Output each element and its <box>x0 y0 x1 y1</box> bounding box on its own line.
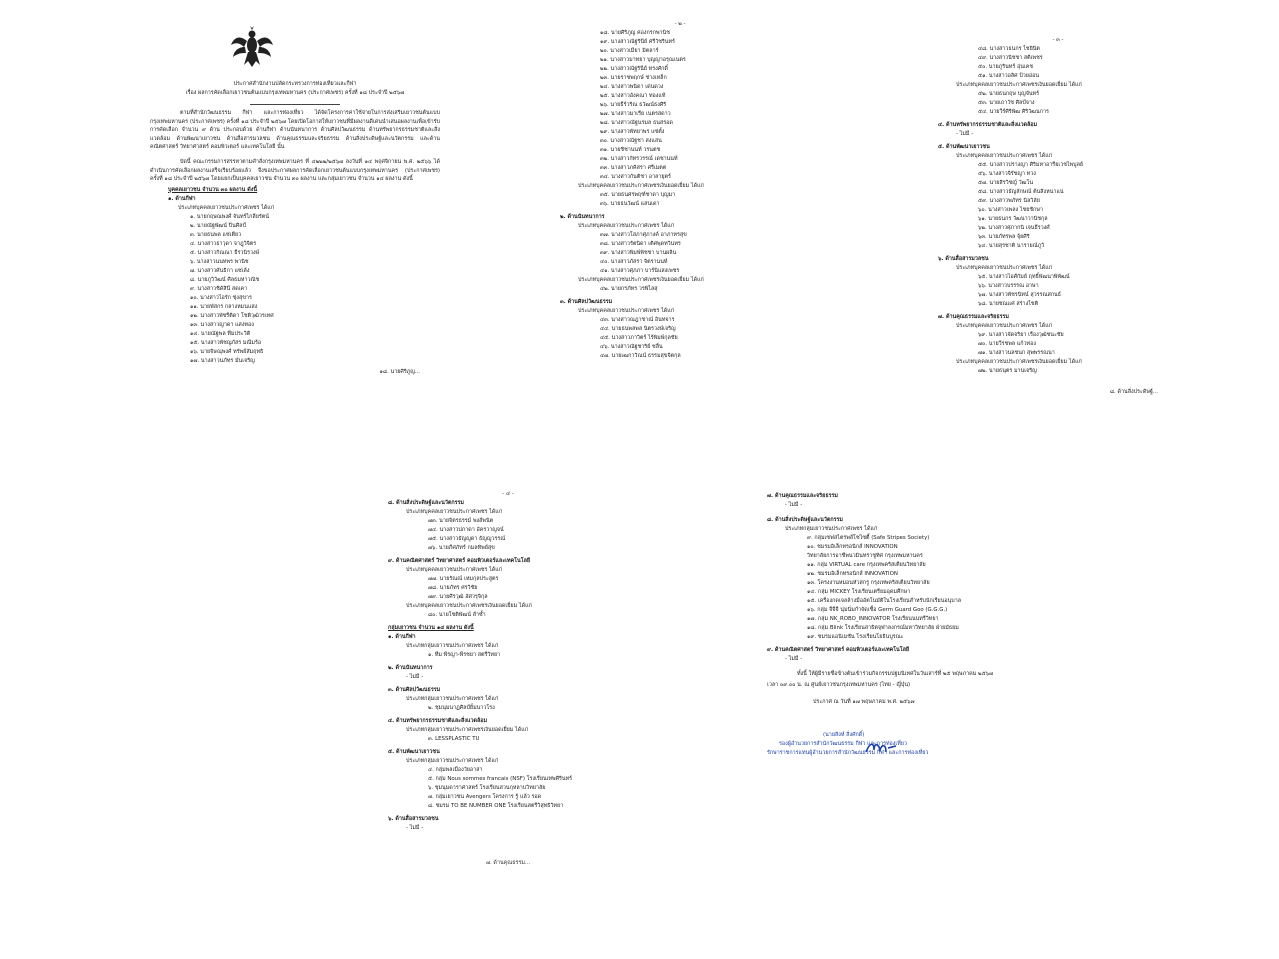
list-item: ๕๐. นายภูรินทร์ อุ่นเคช <box>978 64 1033 70</box>
item-list <box>388 651 628 660</box>
list-item: ๑๘. กลุ่ม Blink โรงเรียนสาธิตจุฬาลงกรณ์มหาวิทยาลัย ฝ่ายมัธยม <box>807 625 959 631</box>
list-item: ๖๔. นายสุรชาติ นารายณ์ภูวิ <box>978 243 1045 249</box>
list-item: ๓๘. นางสาวรัตนิดา เติศพุดทวินทร <box>600 241 681 247</box>
page-5 <box>767 492 1007 758</box>
list-item: ๔๔. นายธนพลพล นิตรวงษ์เจริญ <box>600 326 676 332</box>
list-item: ๑. ทีม พีรญา-พีรชยา สตรีวิทยา <box>428 652 501 658</box>
list-item: ๗๔. นางสาวปภาดา อัครวาญจน์ <box>428 527 504 533</box>
section-subheading: ประเภทบุคคลเยาวชนประกาศเพชรเงินยอดเยี่ยม ได้แก่ <box>956 359 1082 365</box>
list-item: ๑๐. นางสาวไอรัก ซุ่งสุขาร <box>190 294 252 301</box>
section-heading: ๙. ด้านคณิตศาสตร์ วิทยาศาสตร์ คอมพิวเตอร์และเทคโนโลยี <box>388 558 531 564</box>
list-item: ๔๕. นางสาวภาวิตร์ ไร้พิมพ์กุลชัย <box>600 335 678 341</box>
name-list <box>560 316 800 361</box>
list-item: ๓๖. นายธนวัฒน์ แสนเดา <box>600 201 660 207</box>
list-item: ๗๑. นางสาวนลชนก สุพพรรณนา <box>978 350 1055 356</box>
name-list <box>938 367 1178 376</box>
section-heading: ๖. ด้านสื่อสารมวลชน <box>388 816 439 822</box>
section-heading: ๑. ด้านกีฬา <box>168 195 196 202</box>
list-item: ๑๕. นางสาวพัชญภัสร มณีมร้อ <box>190 339 262 346</box>
list-item: ๕๒. นายธนกฤษ บุญจันทร์ <box>978 91 1040 97</box>
list-item: ๕๕. นางสาวปรางญา ศิริมหาอารียเวชไพบูลย์ <box>978 162 1084 168</box>
list-item: ๗๕. นางสาวธัญญูดา ธัญญูวรรณ์ <box>428 536 506 542</box>
list-item: ๗๓. นายจิตรธรรม์ พงส์พนิต <box>428 518 494 524</box>
header-divider <box>250 104 340 105</box>
section-subheading: ประเภทบุคคลเยาวชนประกาศเพชร ได้แก่ <box>956 153 1053 159</box>
list-item: ๑๖. กลุ่ม จีจีจี นุ่มนิ่มกำจัดเชื้อ Germ Guard Goo (G.G.G.) <box>807 607 948 613</box>
list-item: ๖๒. นางสาวศุภากนิ เจนธีรวงศ์ <box>978 225 1050 231</box>
list-item: ๓๕. นายธนศรพฤฑ์ชาดา บุญมา <box>600 192 676 198</box>
list-item: ๒๔. นางสาวพนิดา เด่นดวง <box>600 84 664 90</box>
section-heading: ๓. ด้านศิลปวัฒนธรรม <box>560 299 613 305</box>
list-item: ๗๖. นายภีศภัทร์ กมลทิพย์สุข <box>428 545 495 551</box>
list-item: ๒๖. นายธีร์วริณ ธวัฒน์ธงศิริ <box>600 102 667 108</box>
section-subheading: ประเภทบุคคลเยาวชนประกาศเพชร ได้แก่ <box>578 223 675 229</box>
continue-note: ๑๘. นายศิริภูญ... <box>379 368 420 375</box>
name-list <box>938 273 1178 309</box>
list-item: ๒๒. นางสาวณัฐรินีย์ ทรงศักดิ์ <box>600 66 668 72</box>
list-item: ๓. นายธนพล แซ่เตียว <box>190 231 242 238</box>
name-list <box>938 331 1178 358</box>
list-item: ๔๗. นายเฒกาวิณน์ ธรรมสุขจิตกุล <box>600 353 681 359</box>
name-list <box>938 90 1178 117</box>
list-item: ๔๑. นางสาวศุภภา บาร์นิแสงเพชร <box>600 268 680 274</box>
name-list <box>560 191 800 209</box>
continue-note: ๘. ด้านสิ่งประดิษฐ์... <box>1109 389 1158 395</box>
item-list <box>388 735 628 744</box>
list-item: ๑๔. นายณัฐพล ทีมประวิติ <box>190 330 251 337</box>
list-item: ๑๕. เครื่องกดเจลล้างมืออัตโนมัติในโรงเรียนสำหรับนักเรียนอนุบาล <box>807 598 962 604</box>
group-heading: กลุ่มเยาวชน จำนวน ๑๔ ผลงาน ดังนี้ <box>388 625 474 631</box>
section-subheading: ประเภทบุคคลเยาวชนประกาศเพชร ได้แก่ <box>956 265 1053 271</box>
list-item: ๑๗. นางสาวนภัทร มั่นเจริญ <box>190 357 255 364</box>
closing-line: เวลา ๐๙.๐๐ น. ณ ศูนย์เยาวชนกรุงเทพมหานคร (ไทย - ญี่ปุ่น) <box>767 681 911 688</box>
list-item: ๖๗. นางสาวพัชรนิทน์ สุวรรณสกนธ์ <box>978 292 1061 298</box>
list-item: ๒. ชุมนุมนาฏศิลป์ยิ้มนาวโรง <box>428 705 495 711</box>
signer-title: รองผู้อำนวยการสำนักวัฒนธรรม กีฬา และการท่องเที่ยว <box>779 740 907 747</box>
name-list <box>938 45 1178 81</box>
list-item: ๑. นายกฤษณพงศ์ จันทร์ไกลียรัตน์ <box>190 213 269 220</box>
list-item: ๑๒. ชมรมอิเล็กทรอนิกส์ INNOVATION <box>807 571 898 577</box>
none-note: - ไม่มี - <box>956 131 974 137</box>
list-item: ๒๓. นายราชพฤกษ์ ช่างเหล็ก <box>600 75 667 81</box>
list-item: ๕. กลุ่ม Nous sommes francais (NSF) โรงเรียนเทพศิรินทร์ <box>428 776 573 782</box>
announcement-subject: เรื่อง ผลการคัดเลือกเยาวชนต้นแบบกรุงเทพมหานคร (ประกาศเพชร) ครั้งที่ ๑๘ ประจำปี ๒๕๖๗ <box>185 90 405 96</box>
list-item: ๘. ชมรม TO BE NUMBER ONE โรงเรียนสตรีวิสุทธิวิทยา <box>428 803 564 809</box>
list-item: ๖๘. นายชณเเศ สร่างไชติ <box>978 301 1039 307</box>
none-note: - ไม่มี - <box>406 674 424 680</box>
page-3 <box>938 36 1178 397</box>
section-subheading: ประเภทกลุ่มเยาวชนประกาศเพชร ได้แก่ <box>406 696 499 702</box>
list-item: ๓๙. นางสาวพิมพ์พิชชา บานผลิน <box>600 250 677 256</box>
list-item: วิทยาลัยการอาชีพนวมินทราชูทิศ กรุงเทพมหานคร <box>807 553 923 559</box>
page-number: - ๒ - <box>674 21 686 27</box>
list-item: ๓๔. นางสาวกันติชา อาลายุตร์ <box>600 174 671 180</box>
list-item: ๒๐. นางสาวเมียา มิตลาร์ <box>600 48 659 54</box>
section-subheading: ประเภทกลุ่มเยาวชนประกาศเพชร ได้แก่ <box>785 526 878 532</box>
list-item: ๑๔. กลุ่ม MICKEY โรงเรียนเตรียมอุดมศึกษา <box>807 589 911 595</box>
section-subheading: ประเภทบุคคลเยาวชนประกาศเพชร ได้แก่ <box>178 204 275 211</box>
list-item: ๕๖. นางสาวจิรัชญา ทวง <box>978 171 1036 177</box>
none-note: - ไม่มี - <box>785 656 803 662</box>
list-item: ๔๒. นายกรภัทร วรพิไลสุ <box>600 286 658 292</box>
list-item: ๓. LESSPLASTIC TU <box>428 736 480 742</box>
list-item: ๑๓. นางสาวญาดา แสงทอง <box>190 321 254 328</box>
section-subheading: ประเภทบุคคลเยาวชนประกาศเพชร ได้แก่ <box>406 567 503 573</box>
list-item: ๕. นางสาวกิณณา ธีรวนิรวงษ์ <box>190 249 260 256</box>
list-item: ๑๘. นายศิริภูญ ค่องกรกพานิช <box>600 30 670 36</box>
group-heading: บุคคลเยาวชน จำนวน ๓๐ ผลงาน ดังนี้ <box>168 186 258 193</box>
section-heading: ๓. ด้านศิลปวัฒนธรรม <box>388 687 441 693</box>
section-heading: ๖. ด้านสื่อสารมวลชน <box>938 256 989 262</box>
result-paragraph: บัดนี้ คณะกรรมการสรรหาตามคำสั่งกรุงเทพมหานคร ที่ ๔๒๒๒/๒๕๖๗ ลงวันที่ ๑๔ พฤศจิกายน พ.ศ. ๒๕๖๖ ได้ดำเนินการคัดเลือกผลงานเสร็จเรียบร้อยแล้ว จึงขอประกาศผลการคัดเลือกเยาวชนต้นแบบกรุงเทพมหานคร (ประกาศเพชร) ครั้งที่ ๑๘ ประจำปี ๒๕๖๗ โดยแยกเป็นบุคคลเยาวชน จำนวน ๓๐ ผลงาน และกลุ่มเยาวชน จำนวน ๑๔ ผลงาน ดังนี้ <box>150 158 440 183</box>
section-subheading: ประเภทกลุ่มเยาวชนประกาศเพชรเงินยอดเยี่ยม ได้แก่ <box>406 727 528 733</box>
list-item: ๗๘. นายภัทร ศรวิชัย <box>428 585 478 591</box>
name-list <box>388 517 628 553</box>
list-item: ๑๙. นางสาวณัฐรินีย์ ศรีวัชรินทร์ <box>600 39 675 45</box>
section-heading: ๗. ด้านคุณธรรมและจริยธรรม <box>767 493 838 499</box>
list-item: ๒๘. นางสาวณัฐนรมล ธนสรอด <box>600 120 673 126</box>
list-item: ๗๗. นายรัณณ์ เหมกุลประสูตร <box>428 576 499 582</box>
list-item: ๖๕. นางสาวไอศ์กัมย์ ฤทธิ์พัฒนาพิพัฒน์ <box>978 274 1070 280</box>
list-item: ๖๖. นางสาวบรรรณ อาษา <box>978 283 1039 289</box>
list-item: ๗๐. นายวีรชพล แก้วทอง <box>978 341 1036 347</box>
section-heading: ๔. ด้านทรัพยากรธรรมชาติและสิ่งแวดล้อม <box>938 122 1038 128</box>
item-list <box>388 766 628 811</box>
list-item: ๙. กลุ่มเซฟสไตรพส์โซไซตี้ (Safe Stripes Society) <box>807 535 930 541</box>
intro-paragraph: ตามที่สำนักวัฒนธรรม กีฬา และการท่องเที่ยว ได้จัดโครงการค่าใช้จ่ายในการส่งเสริมเยาวชนต้นแบบกรุงเทพมหานคร (ประกาศเพชร) ครั้งที่ ๑๘ ประจำปี ๒๕๖๗ โดยเปิดโอกาสให้เยาวชนที่มีผลงานดีเด่นนำเสนอผลงานเพื่อเข้ารับการคัดเลือก จำนวน ๙ ด้าน ประกอบด้วย ด้านกีฬา ด้านนันทนาการ ด้านศิลปวัฒนธรรม ด้านทรัพยากรธรรมชาติและสิ่งแวดล้อม ด้านพัฒนาเยาวชน ด้านสื่อสารมวลชน ด้านคุณธรรมและจริยธรรม ด้านสิ่งประดิษฐ์และนวัตกรรม และด้านคณิตศาสตร์ วิทยาศาสตร์ คอมพิวเตอร์ และเทคโนโลยี นั้น <box>150 110 440 151</box>
page-4 <box>388 490 628 868</box>
list-item: ๕๔. นายวีร์ศิริพัฒ ศิริวัฒนการ <box>978 109 1049 115</box>
name-list <box>560 231 800 276</box>
section-heading: ๗. ด้านคุณธรรมและจริยธรรม <box>938 314 1009 320</box>
name-list <box>388 611 628 620</box>
list-item: ๖. ชุมนุมดาราศาสตร์ โรงเรียนสวนกุหลาบวิทยาลัย <box>428 785 546 791</box>
section-heading: ๔. ด้านทรัพยากรธรรมชาติและสิ่งแวดล้อม <box>388 718 488 724</box>
list-item: ๗. กลุ่มเยาวชน Avengers โครงการ รู้ แล้ว รอด <box>428 794 542 800</box>
section-subheading: ประเภทบุคคลเยาวชนประกาศเพชรเงินยอดเยี่ยม ได้แก่ <box>578 277 704 283</box>
announcement-title: ประกาศสำนักงานปลัดกระทรวงการท่องเที่ยวและกีฬา <box>233 81 357 87</box>
list-item: ๔๐. นางสาวภัสรา จิตรานนท์ <box>600 259 668 265</box>
name-list <box>560 29 800 182</box>
page-1 <box>150 80 440 377</box>
page-number: - ๓ - <box>1052 37 1064 43</box>
list-item: ๖. นางสาวนนทพร พานิช <box>190 258 249 265</box>
list-item: ๓๑. นายชิชานนท์ วรนตช <box>600 147 661 153</box>
section-heading: ๒. ด้านนันทนาการ <box>560 214 605 220</box>
list-item: ๒๕. นางสาวอังคณา ทองแท้ <box>600 93 666 99</box>
list-item: ๘. นายภูวิวัฒน์ ศิลธมหาวณิช <box>190 276 260 283</box>
signature-icon <box>862 738 902 758</box>
section-heading: ๑. ด้านกีฬา <box>388 634 416 640</box>
list-item: ๔๖. นางสาวณัฐชาริย์ ชลื่น <box>600 344 663 350</box>
list-item: ๔๘. นางสาวธนกร ไชยินิต <box>978 46 1040 52</box>
list-item: ๒๙. นางสาวพัทยาพร แซ่ตั้ง <box>600 129 665 135</box>
garuda-emblem-icon <box>230 25 274 69</box>
date-line: ประกาศ ณ วันที่ ๑๗ พฤษภาคม พ.ศ. ๒๕๖๗ <box>813 698 915 705</box>
list-item: ๖๓. นายภัทรพล จุ้ยศิริ <box>978 234 1030 240</box>
section-heading: ๕. ด้านพัฒนาเยาวชน <box>938 144 990 150</box>
list-item: ๘๐. นายโชติพัฒน์ ลำซ้ำ <box>428 612 486 618</box>
list-item: ๒. นายณัฐพัฒน์ ปิ่นศิลป์ <box>190 222 246 229</box>
list-item: ๖๐. นางสาวเพลง ไชยชักษา <box>978 207 1043 213</box>
list-item: ๕๘. นางสาวธัญลักษณ์ ต้นสิงหนาแน่ <box>978 189 1064 195</box>
list-item: ๕๑. นางสาวอลิศ ป้วยอ่อน <box>978 73 1040 79</box>
none-note: - ไม่มี - <box>406 825 424 831</box>
signer-title: รักษาราชการแทนผู้อำนวยการสำนักวัฒนธรรม กีฬา และการท่องเที่ยว <box>767 749 929 756</box>
list-item: ๕๙. นางสาวพภัทร นิลวิลัย <box>978 198 1040 204</box>
name-list <box>560 285 800 294</box>
section-heading: ๕. ด้านพัฒนาเยาวชน <box>388 749 440 755</box>
list-item: ๗๒. นายธนุตร มานเจริญ <box>978 368 1037 374</box>
list-item: ๗๙. นายศิรวุฒิ อัศวรุจิกุล <box>428 594 488 600</box>
section-heading: ๒. ด้านนันทนาการ <box>388 665 433 671</box>
name-list <box>388 575 628 602</box>
list-item: ๔. นางสาวธาวุดา จาฎุวิจิตร <box>190 240 257 247</box>
section-subheading: ประเภทบุคคลเยาวชนประกาศเพชรเงินยอดเยี่ยม ได้แก่ <box>406 603 532 609</box>
list-item: ๖๙. นางสาวจัดจริยา เรืองวุฒิชนะชัย <box>978 332 1064 338</box>
list-item: ๓๗. นางสาวโสภาศุภางค์ อาภาทรสุข <box>600 232 687 238</box>
list-item: ๑๓. โครงงานหมอนหัวสกรู กรุงเทพคริสเตียนวิทยาลัย <box>807 580 930 586</box>
list-item: ๑๙. ชมรมแอนิเมชัน โรงเรียนโยธินบูรณะ <box>807 634 904 640</box>
list-item: ๖๑. นายธนกร วัฒนาวานิชกุล <box>978 216 1048 222</box>
section-subheading: ประเภทบุคคลเยาวชนประกาศเพชร ได้แก่ <box>956 323 1053 329</box>
item-list <box>388 704 628 713</box>
list-item: ๗. นางสาวศันธิกา แซ่เล้ง <box>190 267 250 274</box>
name-list <box>938 161 1178 251</box>
list-item: ๑๒. นางสาวพัชรีติดา โชติวุฒิวรเทศ <box>190 312 274 319</box>
list-item: ๙. นางสาวชิดัสินี สดเคา <box>190 285 248 292</box>
list-item: ๔๙. นางสาวนิชชา สติเพชร <box>978 55 1043 61</box>
list-item: ๔๓. นางสาวณฎาชาณ์ อินทจาร <box>600 317 675 323</box>
closing-line: ทั้งนี้ ให้ผู้มีรายชื่อข้างต้นเข้าร่วมกิจกรรมปฐมนิเทศในวันเสาร์ที่ ๒๕ พฤษภาคม ๒๕๖๗ <box>797 671 994 677</box>
list-item: ๑๐. ชมรมอิเล็กทรอนิกส์ INNOVATION <box>807 544 898 550</box>
list-item: ๑๑. นายพัสกร กลางหมนแสง <box>190 303 258 310</box>
page-number: - ๔ - <box>502 491 514 497</box>
list-item: ๑๗. กลุ่ม NK_ROBO_INNOVATOR โรงเรียนนนทรีวิทยา <box>807 616 939 622</box>
list-item: ๑๖. นายจิษณุพงศ์ ทรัพย์สัมฤทธิ <box>190 348 264 355</box>
section-heading: ๘. ด้านสิ่งประดิษฐ์และนวัตกรรม <box>388 500 464 506</box>
section-subheading: ประเภทบุคคลเยาวชนประกาศเพชรเงินยอดเยี่ยม ได้แก่ <box>956 82 1082 88</box>
section-heading: ๙. ด้านคณิตศาสตร์ วิทยาศาสตร์ คอมพิวเตอร์และเทคโนโลยี <box>767 647 910 653</box>
page-2 <box>560 20 800 361</box>
section-heading: ๘. ด้านสิ่งประดิษฐ์และนวัตกรรม <box>767 517 843 523</box>
list-item: ๓๒. นางสาวกัทรวรรณ์ เดชานนท์ <box>600 156 678 162</box>
list-item: ๕๓. นายเถาวัช ศิลป์จาง <box>978 100 1035 106</box>
section-subheading: ประเภทกลุ่มเยาวชนประกาศเพชร ได้แก่ <box>406 643 499 649</box>
signer-name: (นายสิงห์ สิ่งศักดิ์) <box>823 731 865 738</box>
name-list <box>150 213 440 366</box>
list-item: ๔. กลุ่มพลเมืองวัยอาสา <box>428 767 483 773</box>
list-item: ๓๓. นางสาวภคิสรา ศรีเมตต <box>600 165 667 171</box>
item-list <box>767 534 1007 642</box>
section-subheading: ประเภทกลุ่มเยาวชนประกาศเพชร ได้แก่ <box>406 758 499 764</box>
list-item: ๒๗. นางสาวมาเรีย เนตรสดาว <box>600 111 671 117</box>
section-subheading: ประเภทบุคคลเยาวชนประกาศเพชรเงินยอดเยี่ยม ได้แก่ <box>578 183 704 189</box>
none-note: - ไม่มี - <box>785 502 803 508</box>
list-item: ๓๐. นางสาวณัฐชา สงแสน <box>600 138 662 144</box>
list-item: ๑๑. กลุ่ม VIRTUAL care กรุงเทพคริสเตียนวิทยาลัย <box>807 562 926 568</box>
section-subheading: ประเภทบุคคลเยาวชนประกาศเพชร ได้แก่ <box>406 509 503 515</box>
list-item: ๒๑. นางสาวมาทยา บุญญาอรุณเนตร <box>600 57 686 63</box>
section-subheading: ประเภทบุคคลเยาวชนประกาศเพชร ได้แก่ <box>578 308 675 314</box>
list-item: ๕๗. นายสิรวิชญ์ วัฒโน <box>978 180 1034 186</box>
continue-note: ๗. ด้านคุณธรรม... <box>485 860 531 866</box>
